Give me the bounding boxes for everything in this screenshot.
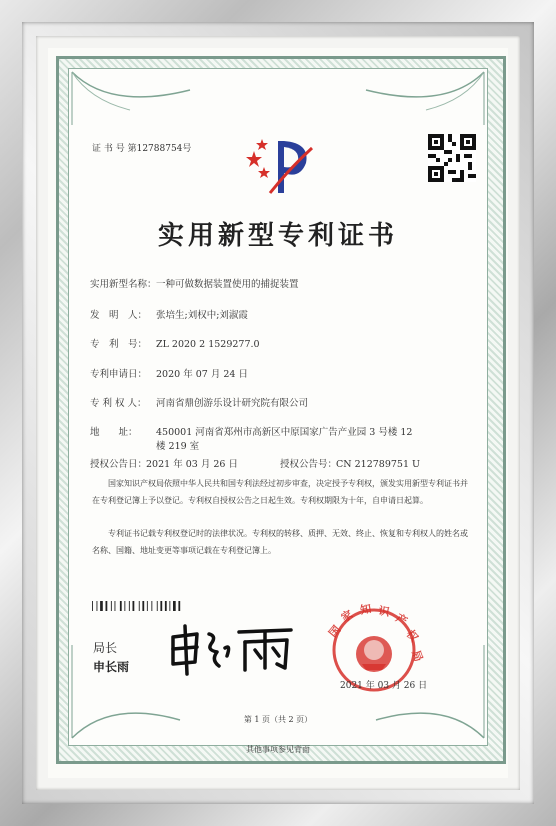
field-value: CN 212789751 U (336, 459, 421, 470)
field-address-line-2: 楼 219 室 (156, 441, 200, 452)
field-label: 专利申请日： (90, 369, 148, 380)
field-application-date (90, 366, 248, 380)
field-grant-date (90, 456, 238, 470)
field-label: 专 利 权 人： (90, 398, 147, 409)
qr-code (428, 134, 476, 182)
field-value: 张培生;刘权中;刘淑霞 (156, 310, 248, 321)
svg-text:权: 权 (403, 627, 421, 645)
director-name: 申长雨 (93, 660, 130, 674)
field-label: 授权公告日： (90, 459, 148, 470)
certificate-title: 实用新型专利证书 (157, 221, 398, 251)
cert-number-label: 证 书 号 第 (92, 144, 137, 154)
field-inventor (90, 307, 248, 321)
field-utility-name (90, 276, 299, 290)
barcode (92, 601, 212, 611)
cert-number-value: 12788754 (136, 144, 183, 154)
top-right-ornament (356, 70, 486, 130)
paragraph-register: 专利证书记载专利权登记时的法律状况。专利权的转移、质押、无效、终止、恢复和专利权人的姓名或名称、国籍、地址变更等事项记载在专利登记簿上。 (92, 529, 468, 555)
director-signature (165, 622, 295, 677)
svg-text:产: 产 (393, 611, 410, 629)
field-address (90, 424, 412, 438)
director-title: 局长 (93, 641, 118, 655)
field-value: 一种可做数据装置使用的捕捉装置 (156, 279, 299, 290)
field-patentee (90, 395, 308, 409)
paragraph-grant: 国家知识产权局依照中华人民共和国专利法经过初步审查，决定授予专利权，颁发实用新型专利证书并在专利登记簿上予以登记。专利权自授权公告之日起生效。专利权期限为十年，自申请日起算。 (92, 479, 468, 505)
field-value: 2021 年 03 月 26 日 (146, 459, 238, 470)
field-label: 发 明 人： (90, 310, 148, 321)
field-label: 实用新型名称： (90, 279, 157, 290)
certificate-number (92, 141, 191, 154)
svg-text:知: 知 (359, 602, 373, 617)
field-value: ZL 2020 2 1529277.0 (156, 339, 260, 350)
seal-date: 2021 年 03 月 26 日 (340, 681, 428, 691)
top-left-ornament (70, 70, 200, 130)
field-label: 授权公告号： (280, 459, 338, 470)
svg-text:国: 国 (326, 623, 344, 640)
field-label: 地 址： (90, 427, 138, 438)
cert-number-suffix: 号 (182, 144, 192, 154)
page-number: 第 1 页（共 2 页） (243, 715, 313, 724)
field-grant-number (280, 456, 420, 470)
field-patent-number (90, 336, 260, 350)
footer-note: 其他事项参见背面 (246, 745, 310, 754)
svg-text:识: 识 (377, 604, 391, 619)
field-value: 450001 河南省郑州市高新区中原国家广告产业园 3 号楼 12 (156, 427, 413, 438)
field-value: 河南省鼎创游乐设计研究院有限公司 (156, 398, 309, 409)
field-label: 专 利 号： (90, 339, 148, 350)
field-value: 2020 年 07 月 24 日 (156, 369, 248, 380)
svg-text:家: 家 (339, 607, 356, 625)
svg-text:局: 局 (409, 648, 426, 664)
patent-office-logo (240, 133, 315, 198)
